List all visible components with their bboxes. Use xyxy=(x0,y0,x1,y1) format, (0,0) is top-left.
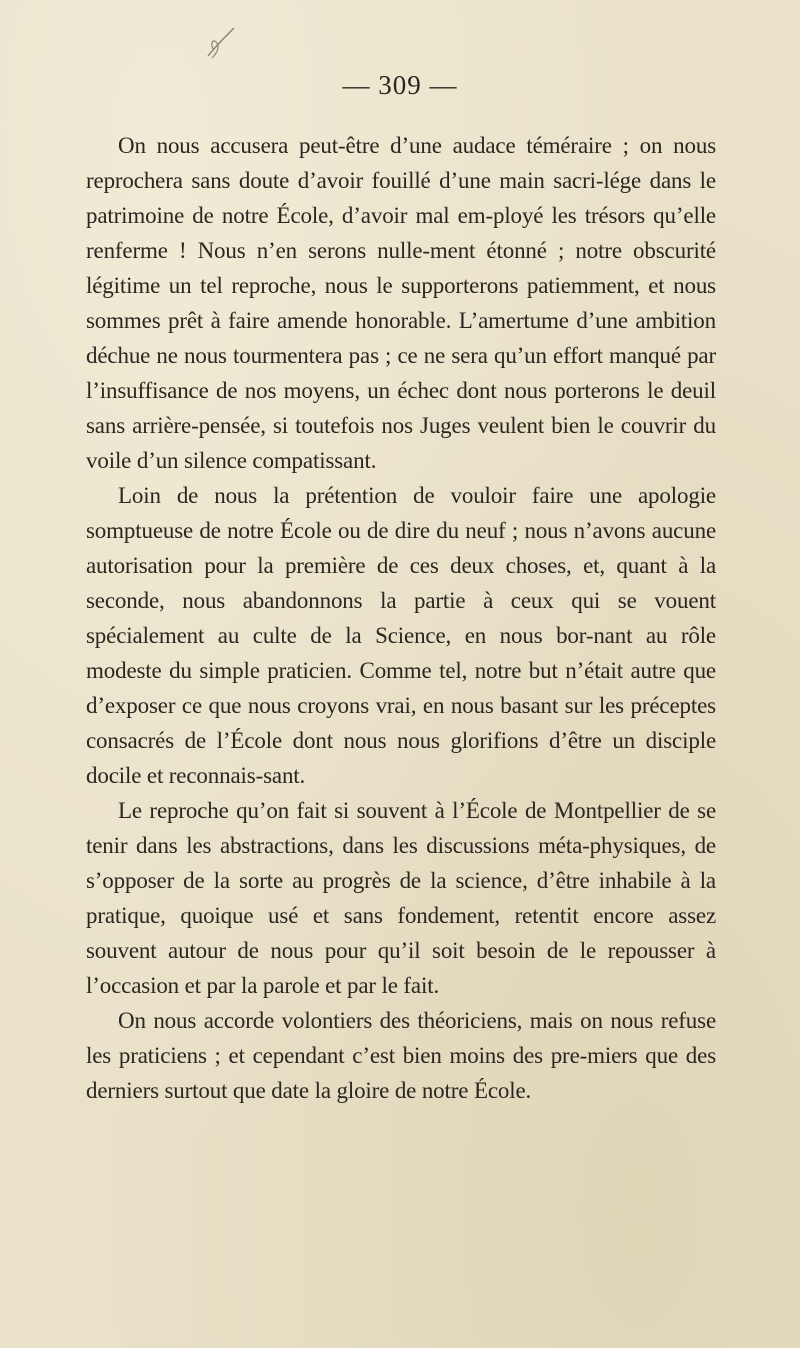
body-text xyxy=(86,128,716,1108)
paragraph-1: On nous accusera peut-être d’une audace téméraire ; on nous reprochera sans doute d’avoir fouillé d’une main sacri-lége dans le patrimoine de notre École, d’avoir mal em-ployé les trésors qu’elle renferme ! Nous n’en serons nulle-ment étonné ; notre obscurité légitime un tel reproche, nous le supporterons patiemment, et nous sommes prêt à faire amende honorable. L’amertume d’une ambition déchue ne nous tourmentera pas ; ce ne sera qu’un effort manqué par l’insuffisance de nos moyens, un échec dont nous porterons le deuil sans arrière-pensée, si toutefois nos Juges veulent bien le couvrir du voile d’un silence compatissant. xyxy=(86,133,716,473)
paragraph-4: On nous accorde volontiers des théoriciens, mais on nous refuse les praticiens ; et cependant c’est bien moins des pre-miers que des derniers surtout que date la gloire de notre École. xyxy=(86,1008,716,1103)
paragraph-3: Le reproche qu’on fait si souvent à l’École de Montpellier de se tenir dans les abstractions, dans les discussions méta-physiques, de s’opposer de la sorte au progrès de la science, d’être inhabile à la pratique, quoique usé et sans fondement, retentit encore assez souvent autour de nous pour qu’il soit besoin de le repousser à l’occasion et par la parole et par le fait. xyxy=(86,798,716,998)
pencil-mark-icon xyxy=(200,20,244,64)
page-number: — 309 — xyxy=(342,70,458,100)
paragraph-2: Loin de nous la prétention de vouloir faire une apologie somptueuse de notre École ou de dire du neuf ; nous n’avons aucune autorisation pour la première de ces deux choses, et, quant à la seconde, nous abandonnons la partie à ceux qui se vouent spécialement au culte de la Science, en nous bor-nant au rôle modeste du simple praticien. Comme tel, notre but n’était autre que d’exposer ce que nous croyons vrai, en nous basant sur les préceptes consacrés de l’École dont nous nous glorifions d’être un disciple docile et reconnais-sant. xyxy=(86,483,716,788)
